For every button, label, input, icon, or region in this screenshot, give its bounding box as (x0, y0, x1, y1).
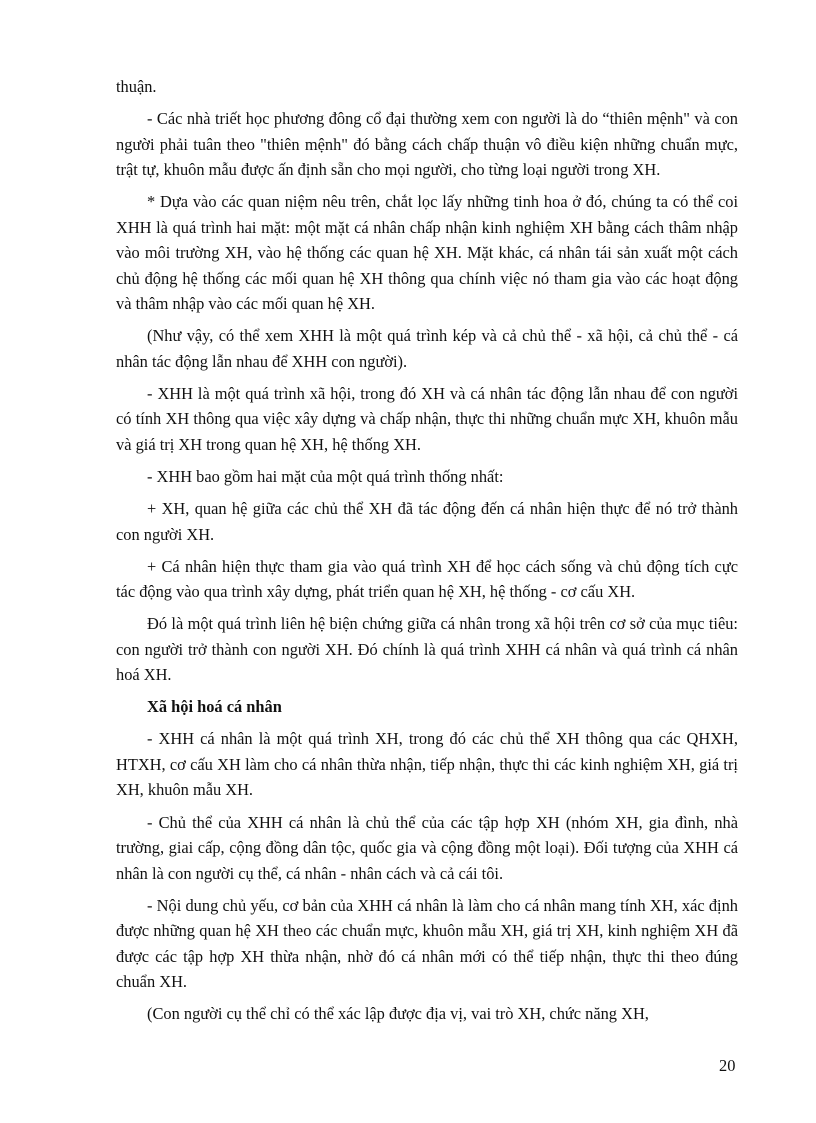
paragraph-aspect-individual: + Cá nhân hiện thực tham gia vào quá trình XH để học cách sống và chủ động tích cực tác động vào qua trình xây dựng, phát triển quan hệ XH, hệ thống - cơ cấu XH. (116, 556, 738, 602)
document-page (116, 74, 738, 1033)
paragraph-continuation: thuận. (116, 77, 157, 96)
paragraph-concrete-person: (Con người cụ thể chỉ có thể xác lập được địa vị, vai trò XH, chức năng XH, (147, 1004, 649, 1024)
paragraph-socialization-definition: - XHH là một quá trình xã hội, trong đó XH và cá nhân tác động lẫn nhau để con người có tính XH thông qua việc xây dựng và chấp nhận, thực thi những chuẩn mực XH, khuôn mẫu và giá trị XH trong quan hệ XH, hệ thống XH. (116, 383, 738, 454)
paragraph-dialectical-relation: Đó là một quá trình liên hệ biện chứng giữa cá nhân trong xã hội trên cơ sở của mục tiêu: con người trở thành con người XH. Đó chính là quá trình XHH cá nhân và quá trình cá nhân hoá XH. (116, 614, 738, 685)
paragraph-eastern-philosophers: - Các nhà triết học phương đông cổ đại thường xem con người là do “thiên mệnh" và con người phải tuân theo "thiên mệnh" đó bằng cách chấp thuận vô điều kiện những chuẩn mực, trật tự, khuôn mẫu được ấn định sẵn cho mọi người, cho từng loại người trong XH. (116, 109, 738, 180)
paragraph-two-aspects: - XHH bao gồm hai mặt của một quá trình thống nhất: (147, 466, 504, 486)
paragraph-two-sided-process: * Dựa vào các quan niệm nêu trên, chắt lọc lấy những tinh hoa ở đó, chúng ta có thể coi XHH là quá trình hai mặt: một mặt cá nhân chấp nhận kinh nghiệm XH bằng cách thâm nhập vào môi trường XH, vào hệ thống các quan hệ XH. Mặt khác, cá nhân tái sản xuất một cách chủ động hệ thống các mối quan hệ XH thông qua chính việc nó tham gia vào các hoạt động và thâm nhập vào các mối quan hệ XH. (116, 192, 738, 314)
paragraph-subject-object: - Chủ thể của XHH cá nhân là chủ thể của các tập hợp XH (nhóm XH, gia đình, nhà trường, giai cấp, cộng đồng dân tộc, quốc gia và cộng đồng một loại). Đối tượng của XHH cá nhân là con người cụ thể, cá nhân - nhân cách và cả cái tôi. (116, 812, 738, 883)
page-number: 20 (719, 1056, 736, 1075)
paragraph-individual-socialization: - XHH cá nhân là một quá trình XH, trong đó các chủ thể XH thông qua các QHXH, HTXH, cơ cấu XH làm cho cá nhân thừa nhận, tiếp nhận, thực thi các kinh nghiệm XH, giá trị XH, khuôn mẫu XH. (116, 729, 738, 800)
paragraph-aspect-society: + XH, quan hệ giữa các chủ thể XH đã tác động đến cá nhân hiện thực để nó trở thành con người XH. (116, 499, 738, 544)
paragraph-main-content: - Nội dung chủ yếu, cơ bản của XHH cá nhân là làm cho cá nhân mang tính XH, xác định được những quan hệ XH theo các chuẩn mực, khuôn mẫu XH, giá trị XH, kinh nghiệm XH đã được các tập hợp XH thừa nhận, nhờ đó cá nhân mới có thể tiếp nhận, thực thi theo đúng chuẩn XH. (116, 895, 738, 992)
paragraph-double-process: (Như vậy, có thể xem XHH là một quá trình kép và cả chủ thể - xã hội, cả chủ thể - cá nhân tác động lẫn nhau để XHH con người). (116, 326, 738, 371)
section-heading: Xã hội hoá cá nhân (147, 697, 282, 717)
